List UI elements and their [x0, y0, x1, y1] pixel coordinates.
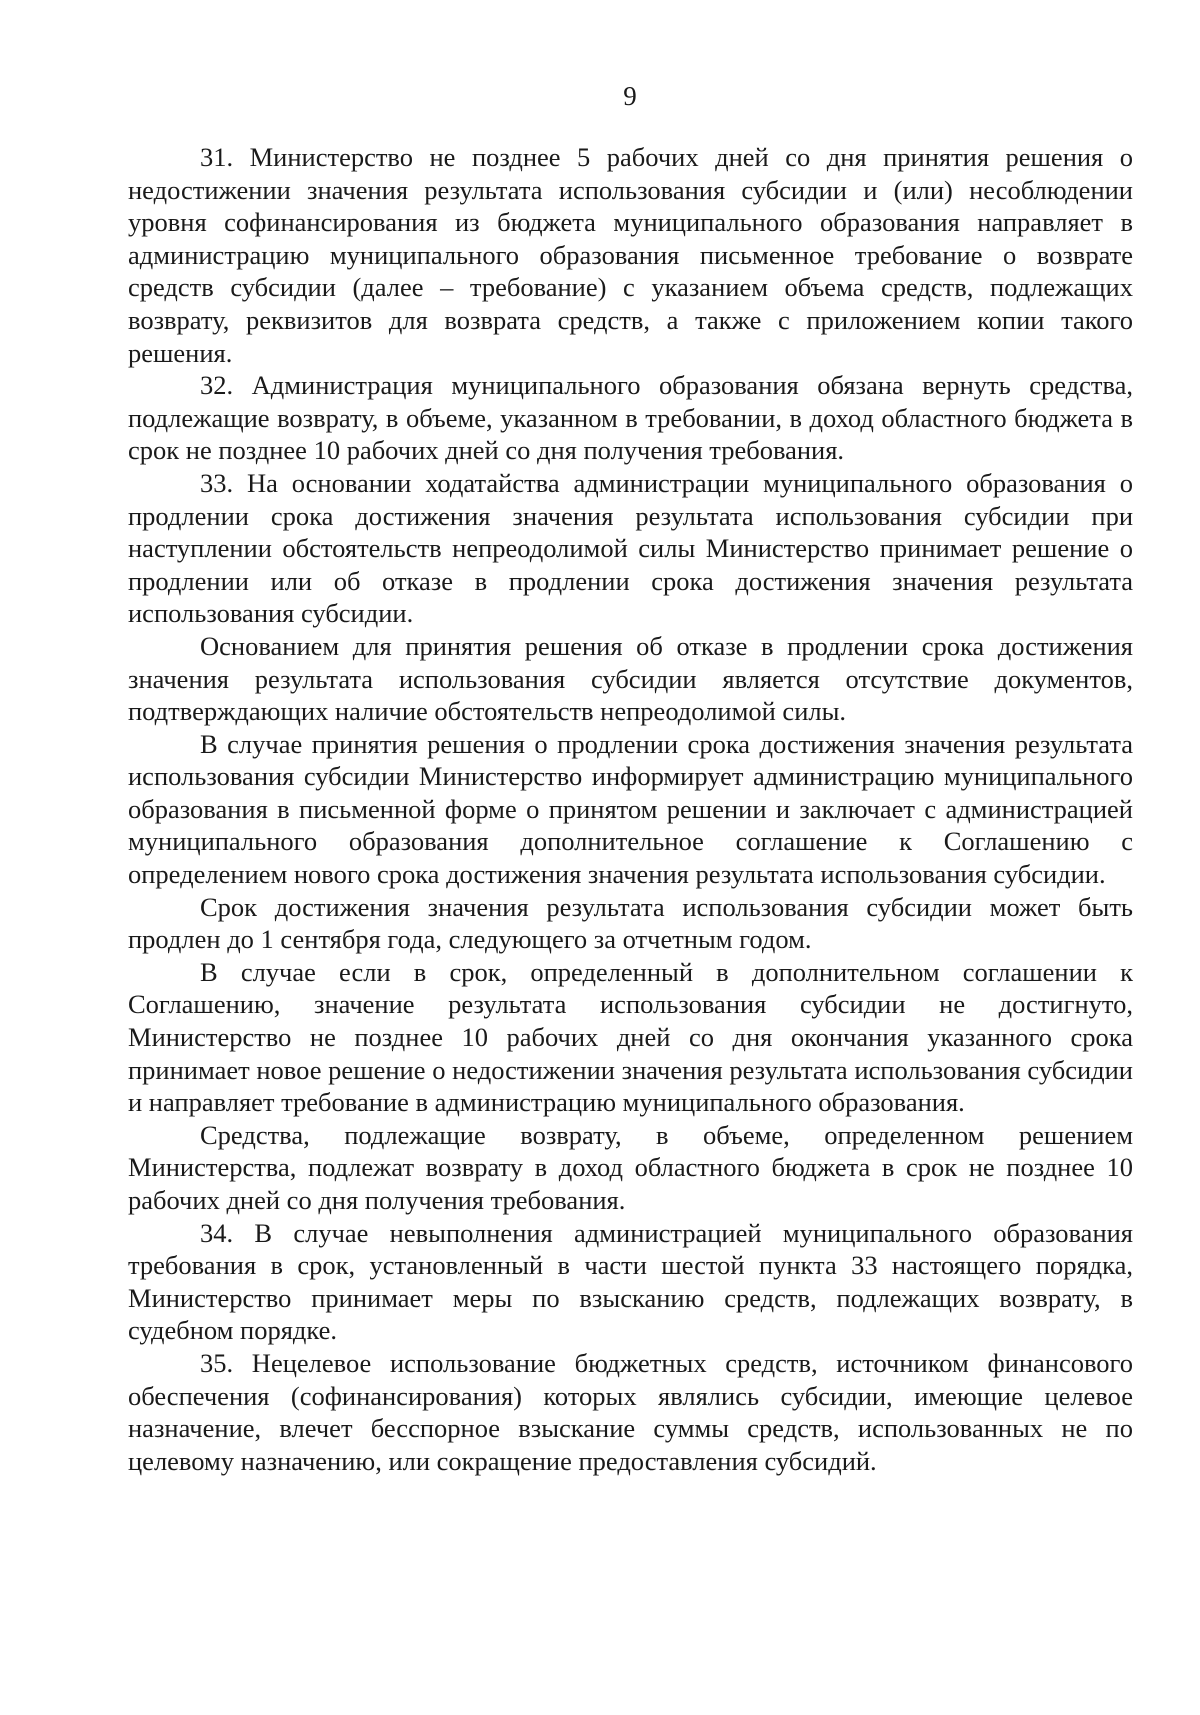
- paragraph-33-part-4: Срок достижения значения результата использования субсидии может быть продлен до 1 сентября года, следующего за отчетным годом.: [128, 891, 1133, 955]
- paragraph-33-part-5: В случае если в срок, определенный в дополнительном соглашении к Соглашению, значение результата использования субсидии не достигнуто, Министерство не позднее 10 рабочих дней со дня окончания указанного срока принимает новое решение о недостижении значения результата использования субсидии и направляет требование в администрацию муниципального образования.: [128, 956, 1133, 1118]
- document-body: [128, 141, 1133, 1477]
- paragraph-31: 31. Министерство не позднее 5 рабочих дней со дня принятия решения о недостижении значения результата использования субсидии и (или) несоблюдении уровня софинансирования из бюджета муниципального образования направляет в администрацию муниципального образования письменное требование о возврате средств субсидии (далее – требование) с указанием объема средств, подлежащих возврату, реквизитов для возврата средств, а также с приложением копии такого решения.: [128, 142, 1133, 368]
- paragraph-33: 33. На основании ходатайства администрации муниципального образования о продлении срока достижения значения результата использования субсидии при наступлении обстоятельств непреодолимой силы Министерство принимает решение о продлении или об отказе в продлении срока достижения значения результата использования субсидии.: [128, 467, 1133, 629]
- page-number: 9: [623, 81, 637, 111]
- paragraph-33-part-2: Основанием для принятия решения об отказе в продлении срока достижения значения результата использования субсидии является отсутствие документов, подтверждающих наличие обстоятельств непреодолимой силы.: [128, 630, 1133, 727]
- paragraph-32: 32. Администрация муниципального образования обязана вернуть средства, подлежащие возврату, в объеме, указанном в требовании, в доход областного бюджета в срок не позднее 10 рабочих дней со дня получения требования.: [128, 370, 1133, 466]
- paragraph-35: 35. Нецелевое использование бюджетных средств, источником финансового обеспечения (софинансирования) которых являлись субсидии, имеющие целевое назначение, влечет бесспорное взыскание суммы средств, использованных не по целевому назначению, или сокращение предоставления субсидий.: [128, 1347, 1133, 1476]
- paragraph-34: 34. В случае невыполнения администрацией муниципального образования требования в срок, установленный в части шестой пункта 33 настоящего порядка, Министерство принимает меры по взысканию средств, подлежащих возврату, в судебном порядке.: [128, 1217, 1133, 1346]
- paragraph-33-part-6: Средства, подлежащие возврату, в объеме, определенном решением Министерства, подлежат возврату в доход областного бюджета в срок не позднее 10 рабочих дней со дня получения требования.: [128, 1119, 1133, 1215]
- paragraph-33-part-3: В случае принятия решения о продлении срока достижения значения результата использования субсидии Министерство информирует администрацию муниципального образования в письменной форме о принятом решении и заключает с администрацией муниципального образования дополнительное соглашение к Соглашению с определением нового срока достижения значения результата использования субсидии.: [128, 728, 1133, 890]
